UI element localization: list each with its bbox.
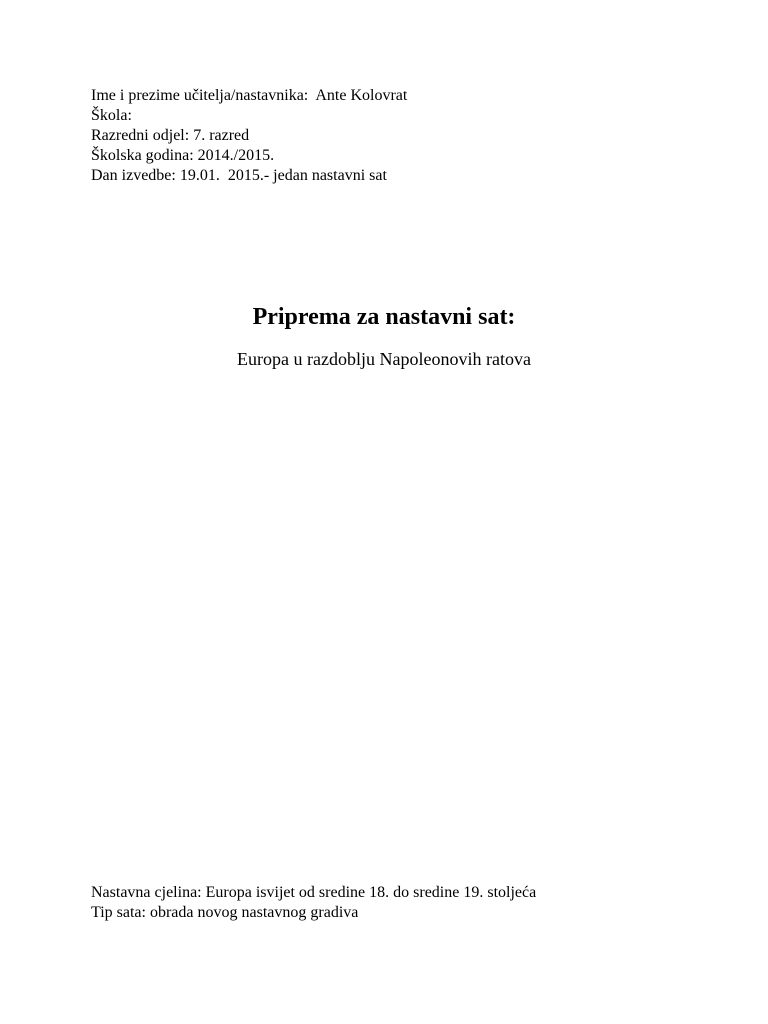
lesson-info-block bbox=[91, 883, 536, 923]
date-line: Dan izvedbe: 19.01. 2015.- jedan nastavni sat bbox=[91, 167, 387, 184]
title-block bbox=[0, 301, 768, 371]
school-line: Škola: bbox=[91, 107, 132, 124]
lesson-subtitle: Europa u razdoblju Napoleonovih ratova bbox=[237, 349, 531, 369]
school-year-line: Školska godina: 2014./2015. bbox=[91, 147, 275, 164]
page-title: Priprema za nastavni sat: bbox=[252, 304, 516, 330]
teacher-info-block bbox=[91, 86, 407, 186]
teaching-unit-line: Nastavna cjelina: Europa isvijet od sredine 18. do sredine 19. stoljeća bbox=[91, 884, 537, 901]
lesson-type-line: Tip sata: obrada novog nastavnog gradiva bbox=[91, 904, 359, 921]
class-line: Razredni odjel: 7. razred bbox=[91, 127, 250, 144]
teacher-name-line: Ime i prezime učitelja/nastavnika: Ante Kolovrat bbox=[91, 87, 408, 104]
